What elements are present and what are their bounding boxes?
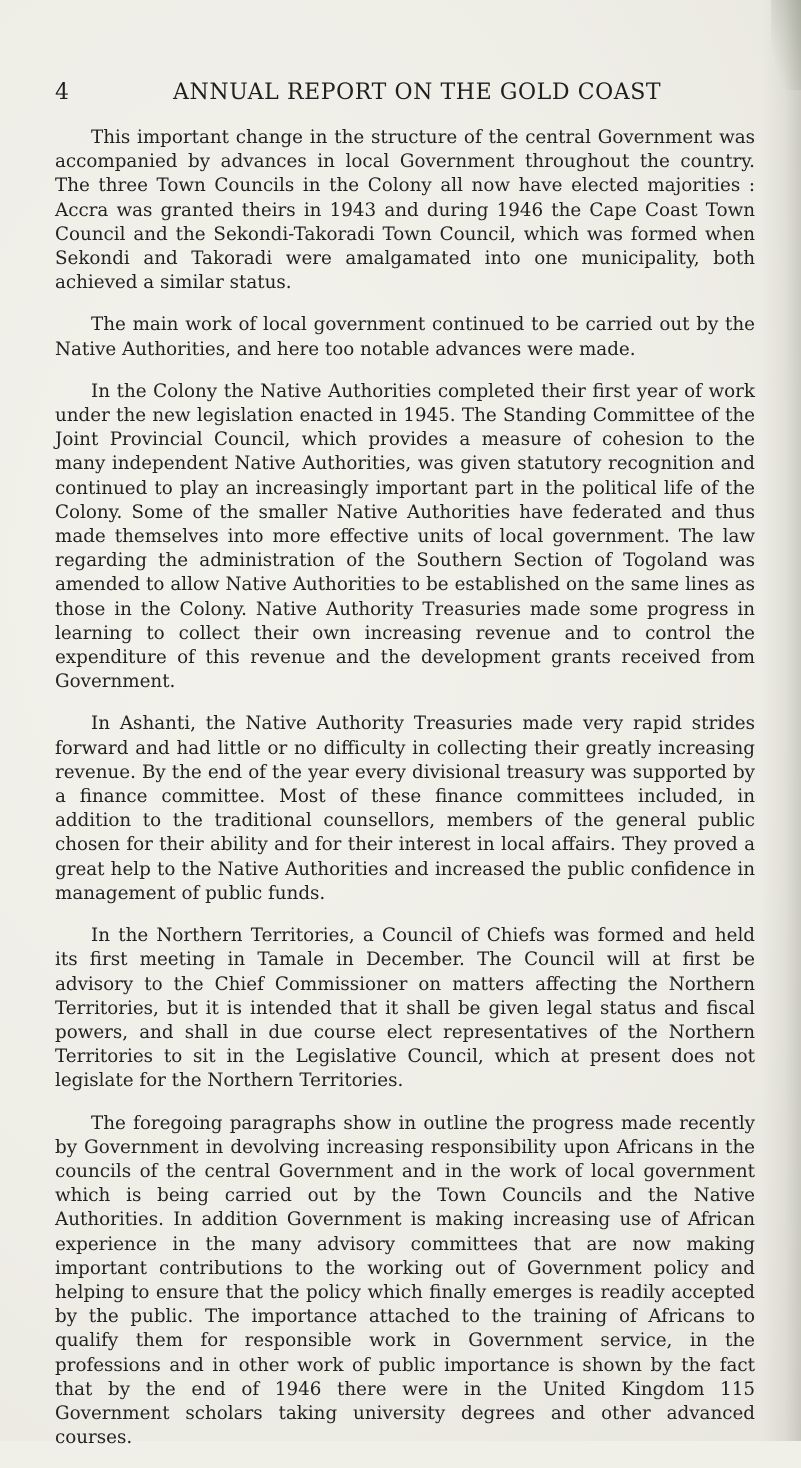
page-number: 4 bbox=[55, 80, 70, 105]
paragraph: This important change in the structure of the central Government was accompanied by advances in local Government throughout the country. The three Town Councils in the Colony all now have elected majorities : Accra was granted theirs in 1943 and during 1946 the Cape Coast Town Council and the Sekondi-Takoradi Town Council, which was formed when Sekondi and Takoradi were amalgamated into one municipality, both achieved a similar status. bbox=[55, 127, 755, 294]
page-edge-shadow bbox=[761, 0, 801, 1441]
paragraph: In Ashanti, the Native Authority Treasuries made very rapid strides forward and had little or no difficulty in collecting their greatly increasing revenue. By the end of the year every divisional treasury was supported by a finance committee. Most of these finance committees included, in addition to the traditional counsellors, members of the general public chosen for their ability and for their interest in local affairs. They proved a great help to the Native Authorities and increased the public confidence in management of public funds. bbox=[55, 713, 755, 904]
paragraph: The main work of local government continued to be carried out by the Native Authorities, and here too notable advances were made. bbox=[55, 314, 755, 360]
paragraph: In the Colony the Native Authorities completed their first year of work under the new legislation enacted in 1945. The Standing Committee of the Joint Provincial Council, which provides a measure of cohesion to the many independent Native Authorities, was given statutory recognition and continued to play an increasingly important part in the political life of the Colony. Some of the smaller Native Authorities have federated and thus made themselves into more effective units of local government. The law regarding the administration of the Southern Section of Togoland was amended to allow Native Authorities to be established on the same lines as those in the Colony. Native Authority Treasuries made some progress in learning to collect their own increasing revenue and to control the expenditure of this revenue and the development grants received from Government. bbox=[55, 380, 755, 693]
running-header bbox=[55, 80, 755, 114]
paragraph: The foregoing paragraphs show in outline the progress made recently by Government in devolving increasing responsibility upon Africans in the councils of the central Government and in the work of local government which is being carried out by the Town Councils and the Native Authorities. In addition Government is making increasing use of African experience in the many advisory committees that are now making important contributions to the working out of Government policy and helping to ensure that the policy which finally emerges is readily accepted by the public. The importance attached to the training of Africans to qualify them for responsible work in Government service, in the professions and in other work of public importance is shown by the fact that by the end of 1946 there were in the United Kingdom 115 Government scholars taking university degrees and other advanced courses. bbox=[55, 1112, 755, 1449]
running-title: ANNUAL REPORT ON THE GOLD COAST bbox=[173, 80, 662, 105]
page-corner-shadow bbox=[771, 0, 801, 90]
paragraph: In the Northern Territories, a Council of Chiefs was formed and held its first meeting in Tamale in December. The Council will at first be advisory to the Chief Commissioner on matters affecting the Northern Territories, but it is intended that it shall be given legal status and fiscal powers, and shall in due course elect representatives of the Northern Territories to sit in the Legislative Council, which at present does not legislate for the Northern Territories. bbox=[55, 925, 755, 1092]
body-text bbox=[55, 126, 755, 1468]
